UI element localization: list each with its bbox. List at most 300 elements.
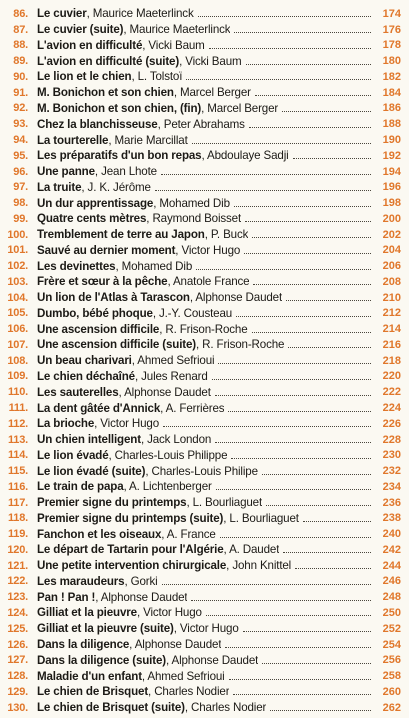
dot-leader bbox=[282, 111, 371, 112]
entry-author: Victor Hugo bbox=[181, 243, 241, 257]
toc-entry bbox=[0, 400, 409, 416]
toc-entry bbox=[0, 369, 409, 385]
entry-text: Les devinettes, Mohamed Dib bbox=[37, 259, 193, 273]
entry-title: Les maraudeurs bbox=[37, 574, 125, 588]
dot-leader bbox=[234, 206, 371, 207]
entry-title: La brioche bbox=[37, 417, 95, 431]
toc-entry bbox=[0, 211, 409, 227]
entry-page-number: 198 bbox=[382, 197, 401, 210]
entry-page-number: 182 bbox=[382, 70, 401, 83]
entry-number: 106. bbox=[7, 323, 28, 336]
entry-author: Alphonse Daudet bbox=[124, 385, 211, 399]
dot-leader bbox=[191, 600, 371, 601]
dot-leader bbox=[255, 95, 371, 96]
dot-leader bbox=[252, 332, 372, 333]
entry-text: Un dur apprentissage, Mohamed Dib bbox=[37, 196, 230, 210]
entry-text: L'avion en difficulté (suite), Vicki Baum bbox=[37, 54, 242, 68]
entry-page-number: 218 bbox=[382, 354, 401, 367]
entry-author: L. Bourliaguet bbox=[192, 496, 263, 510]
dot-leader bbox=[236, 316, 371, 317]
entry-number: 108. bbox=[7, 354, 28, 367]
entry-author: Charles-Louis Philippe bbox=[114, 448, 228, 462]
entry-page-number: 244 bbox=[382, 559, 401, 572]
entry-page-number: 188 bbox=[382, 118, 401, 131]
entry-text: Une panne, Jean Lhote bbox=[37, 165, 157, 179]
entry-author: Marcel Berger bbox=[179, 86, 251, 100]
dot-leader bbox=[218, 363, 371, 364]
dot-leader bbox=[252, 237, 371, 238]
entry-text: La truite, J. K. Jérôme bbox=[37, 180, 151, 194]
entry-title: La dent gâtée d'Annick bbox=[37, 401, 161, 415]
entry-author: Charles Nodier bbox=[154, 685, 230, 699]
dot-leader bbox=[220, 537, 371, 538]
dot-leader bbox=[228, 411, 371, 412]
entry-author: Alphonse Daudet bbox=[100, 590, 188, 604]
toc-entry bbox=[0, 164, 409, 180]
entry-number: 101. bbox=[7, 244, 28, 257]
entry-title: Frère et sœur à la pêche bbox=[37, 275, 168, 289]
toc-entry bbox=[0, 85, 409, 101]
entry-title: Le chien de Brisquet (suite) bbox=[37, 701, 185, 715]
toc-entry bbox=[0, 258, 409, 274]
entry-page-number: 224 bbox=[382, 402, 401, 415]
entry-number: 89. bbox=[13, 55, 28, 68]
entry-text: Maladie d'un enfant, Ahmed Sefrioui bbox=[37, 669, 225, 683]
entry-text: La dent gâtée d'Annick, A. Ferrières bbox=[37, 401, 225, 415]
entry-title: Le lion évadé (suite) bbox=[37, 464, 146, 478]
entry-number: 86. bbox=[13, 7, 28, 20]
entry-page-number: 214 bbox=[382, 323, 401, 336]
entry-author: Victor Hugo bbox=[143, 606, 202, 620]
dot-leader bbox=[244, 253, 371, 254]
dot-leader bbox=[245, 221, 371, 222]
toc-entry bbox=[0, 637, 409, 653]
entry-number: 110. bbox=[7, 386, 28, 399]
entry-author: Ahmed Sefrioui bbox=[147, 669, 225, 683]
dot-leader bbox=[163, 426, 371, 427]
toc-entry bbox=[0, 53, 409, 69]
entry-author: Jean Lhote bbox=[101, 165, 157, 179]
toc-entry bbox=[0, 148, 409, 164]
entry-number: 115. bbox=[7, 465, 28, 478]
entry-number: 92. bbox=[13, 102, 28, 115]
dot-leader bbox=[155, 190, 371, 191]
entry-author: A. Lichtenberger bbox=[129, 480, 212, 494]
entry-title: La tourterelle bbox=[37, 133, 109, 147]
dot-leader bbox=[198, 16, 371, 17]
entry-text: Le cuvier (suite), Maurice Maeterlinck bbox=[37, 23, 231, 37]
entry-title: Fanchon et les oiseaux bbox=[37, 527, 162, 541]
entry-text: Le lion évadé, Charles-Louis Philippe bbox=[37, 448, 228, 462]
entry-page-number: 234 bbox=[382, 480, 401, 493]
entry-author: Vicki Baum bbox=[185, 54, 242, 68]
entry-text: La tourterelle, Marie Marcillat bbox=[37, 133, 188, 147]
entry-number: 109. bbox=[7, 370, 28, 383]
entry-title: Le départ de Tartarin pour l'Algérie bbox=[37, 543, 224, 557]
dot-leader bbox=[192, 143, 371, 144]
toc-entry bbox=[0, 479, 409, 495]
toc-entry bbox=[0, 384, 409, 400]
toc-entry bbox=[0, 495, 409, 511]
entry-page-number: 236 bbox=[382, 496, 401, 509]
toc-entry bbox=[0, 6, 409, 22]
toc-entry bbox=[0, 652, 409, 668]
entry-page-number: 212 bbox=[382, 307, 401, 320]
entry-page-number: 258 bbox=[382, 670, 401, 683]
entry-page-number: 240 bbox=[382, 528, 401, 541]
entry-title: Le lion évadé bbox=[37, 448, 109, 462]
entry-author: P. Buck bbox=[210, 228, 249, 242]
entry-text: Le départ de Tartarin pour l'Algérie, A. Daudet bbox=[37, 543, 280, 557]
toc-entry bbox=[0, 227, 409, 243]
entry-number: 126. bbox=[7, 638, 28, 651]
toc-entry bbox=[0, 179, 409, 195]
entry-page-number: 216 bbox=[382, 338, 401, 351]
entry-author: R. Frison-Roche bbox=[165, 322, 248, 336]
entry-author: Jules Renard bbox=[141, 369, 208, 383]
toc-entry bbox=[0, 101, 409, 117]
entry-number: 129. bbox=[7, 685, 28, 698]
entry-page-number: 194 bbox=[382, 165, 401, 178]
entry-author: Marie Marcillat bbox=[114, 133, 188, 147]
toc-entry bbox=[0, 558, 409, 574]
entry-page-number: 178 bbox=[382, 39, 401, 52]
dot-leader bbox=[225, 647, 371, 648]
entry-text: Le lion évadé (suite), Charles-Louis Philipe bbox=[37, 464, 258, 478]
entry-author: Raymond Boisset bbox=[152, 212, 242, 226]
entry-author: Jack London bbox=[147, 433, 212, 447]
toc-entry bbox=[0, 69, 409, 85]
entry-author: Alphonse Daudet bbox=[195, 291, 283, 305]
toc-entry bbox=[0, 684, 409, 700]
entry-number: 88. bbox=[13, 39, 28, 52]
entry-page-number: 230 bbox=[382, 449, 401, 462]
entry-text: L'avion en difficulté, Vicki Baum bbox=[37, 38, 205, 52]
entry-page-number: 196 bbox=[382, 181, 401, 194]
dot-leader bbox=[243, 631, 371, 632]
entry-text: Le chien déchaîné, Jules Renard bbox=[37, 369, 208, 383]
dot-leader bbox=[209, 48, 371, 49]
dot-leader bbox=[249, 127, 371, 128]
entry-number: 127. bbox=[7, 654, 28, 667]
entry-text: Les maraudeurs, Gorki bbox=[37, 574, 158, 588]
entry-page-number: 222 bbox=[382, 386, 401, 399]
entry-page-number: 190 bbox=[382, 134, 401, 146]
toc-entry bbox=[0, 321, 409, 337]
entry-number: 100. bbox=[7, 228, 28, 241]
entry-title: Le chien de Brisquet bbox=[37, 685, 149, 699]
dot-leader bbox=[196, 269, 371, 270]
entry-page-number: 246 bbox=[382, 575, 401, 588]
entry-title: Dans la diligence (suite) bbox=[37, 653, 166, 667]
entry-author: Maurice Maeterlinck bbox=[129, 23, 231, 37]
entry-number: 128. bbox=[7, 670, 28, 683]
toc-entry bbox=[0, 116, 409, 132]
toc-entry bbox=[0, 621, 409, 637]
entry-author: Vicki Baum bbox=[148, 38, 205, 52]
entry-page-number: 180 bbox=[382, 55, 401, 68]
entry-text: Premier signe du printemps, L. Bourliaguet bbox=[37, 496, 263, 510]
entry-page-number: 250 bbox=[382, 606, 401, 619]
entry-text: M. Bonichon et son chien, Marcel Berger bbox=[37, 86, 251, 100]
dot-leader bbox=[186, 79, 371, 80]
dot-leader bbox=[266, 505, 371, 506]
entry-page-number: 254 bbox=[382, 638, 401, 651]
entry-title: Gilliat et la pieuvre bbox=[37, 606, 137, 620]
entry-text: M. Bonichon et son chien, (fin), Marcel Berger bbox=[37, 101, 279, 115]
toc-entry bbox=[0, 337, 409, 353]
entry-title: Premier signe du printemps (suite) bbox=[37, 511, 224, 525]
entry-page-number: 186 bbox=[382, 102, 401, 115]
toc-entry bbox=[0, 22, 409, 38]
entry-author: Anatole France bbox=[172, 275, 250, 289]
dot-leader bbox=[253, 284, 371, 285]
entry-author: Maurice Maeterlinck bbox=[92, 7, 194, 21]
toc-entry bbox=[0, 242, 409, 258]
entry-page-number: 192 bbox=[382, 149, 401, 162]
entry-text: Frère et sœur à la pêche, Anatole France bbox=[37, 275, 250, 289]
entry-author: Ahmed Sefrioui bbox=[137, 354, 215, 368]
entry-title: Premier signe du printemps bbox=[37, 496, 187, 510]
entry-page-number: 256 bbox=[382, 654, 401, 667]
entry-page-number: 228 bbox=[382, 433, 401, 446]
entry-number: 96. bbox=[13, 165, 28, 178]
entry-title: Les devinettes bbox=[37, 259, 116, 273]
entry-text: Sauvé au dernier moment, Victor Hugo bbox=[37, 243, 241, 257]
dot-leader bbox=[262, 663, 371, 664]
entry-number: 114. bbox=[7, 449, 28, 462]
entry-text: Une ascension difficile (suite), R. Frison-Roche bbox=[37, 338, 285, 352]
dot-leader bbox=[216, 489, 371, 490]
dot-leader bbox=[212, 379, 371, 380]
entry-number: 102. bbox=[7, 260, 28, 273]
entry-text: Chez la blanchisseuse, Peter Abrahams bbox=[37, 117, 245, 131]
entry-number: 120. bbox=[7, 543, 28, 556]
toc-entry bbox=[0, 306, 409, 322]
entry-title: Un chien intelligent bbox=[37, 433, 141, 447]
dot-leader bbox=[262, 474, 371, 475]
entry-text: Le cuvier, Maurice Maeterlinck bbox=[37, 7, 194, 21]
dot-leader bbox=[303, 521, 371, 522]
entry-text: Les sauterelles, Alphonse Daudet bbox=[37, 385, 211, 399]
toc-entry bbox=[0, 416, 409, 432]
toc-entry bbox=[0, 526, 409, 542]
entry-number: 123. bbox=[7, 591, 28, 604]
entry-number: 94. bbox=[13, 134, 28, 146]
entry-title: Maladie d'un enfant bbox=[37, 669, 142, 683]
entry-number: 95. bbox=[13, 149, 28, 162]
entry-title: Une panne bbox=[37, 165, 95, 179]
toc-entry bbox=[0, 668, 409, 684]
entry-text: Dumbo, bébé phoque, J.-Y. Cousteau bbox=[37, 306, 233, 320]
entry-text: Dans la diligence (suite), Alphonse Daudet bbox=[37, 653, 259, 667]
entry-number: 107. bbox=[7, 338, 28, 351]
entry-author: A. Daudet bbox=[229, 543, 280, 557]
entry-text: Le chien de Brisquet (suite), Charles Nodier bbox=[37, 701, 267, 715]
entry-title: Le train de papa bbox=[37, 480, 124, 494]
entry-text: La brioche, Victor Hugo bbox=[37, 417, 160, 431]
entry-title: Tremblement de terre au Japon bbox=[37, 228, 205, 242]
dot-leader bbox=[215, 442, 371, 443]
dot-leader bbox=[270, 710, 371, 711]
entry-number: 119. bbox=[7, 528, 28, 541]
entry-author: Victor Hugo bbox=[100, 417, 160, 431]
entry-title: Une ascension difficile bbox=[37, 322, 160, 336]
table-of-contents-page bbox=[0, 6, 409, 716]
entry-number: 118. bbox=[7, 512, 28, 525]
entry-author: Alphonse Daudet bbox=[134, 638, 222, 651]
entry-author: Abdoulaye Sadji bbox=[207, 149, 289, 163]
entry-number: 105. bbox=[7, 307, 28, 320]
entry-page-number: 242 bbox=[382, 543, 401, 556]
dot-leader bbox=[233, 694, 371, 695]
entry-author: John Knittel bbox=[232, 559, 292, 573]
entry-page-number: 184 bbox=[382, 86, 401, 99]
entry-number: 111. bbox=[8, 402, 28, 415]
toc-entry bbox=[0, 290, 409, 306]
entry-title: Le lion et le chien bbox=[37, 70, 132, 84]
dot-leader bbox=[162, 584, 371, 585]
entry-page-number: 176 bbox=[382, 23, 401, 36]
entry-author: A. Ferrières bbox=[165, 401, 225, 415]
dot-leader bbox=[293, 158, 371, 159]
toc-list bbox=[0, 6, 409, 715]
entry-number: 113. bbox=[7, 433, 28, 446]
dot-leader bbox=[246, 64, 372, 65]
dot-leader bbox=[206, 615, 371, 616]
entry-text: Le lion et le chien, L. Tolstoï bbox=[37, 70, 183, 84]
entry-title: Gilliat et la pieuvre (suite) bbox=[37, 622, 174, 636]
entry-title: M. Bonichon et son chien bbox=[37, 86, 174, 100]
toc-entry bbox=[0, 432, 409, 448]
entry-title: Un lion de l'Atlas à Tarascon bbox=[37, 291, 190, 305]
entry-author: Charles-Louis Philipe bbox=[151, 464, 258, 478]
entry-number: 104. bbox=[7, 291, 28, 304]
toc-entry bbox=[0, 132, 409, 148]
dot-leader bbox=[229, 679, 371, 680]
entry-text: Fanchon et les oiseaux, A. France bbox=[37, 527, 216, 541]
entry-title: Quatre cents mètres bbox=[37, 212, 147, 226]
entry-title: Une ascension difficile (suite) bbox=[37, 338, 196, 352]
entry-number: 116. bbox=[7, 480, 28, 493]
dot-leader bbox=[288, 347, 371, 348]
entry-author: L. Tolstoï bbox=[137, 70, 183, 84]
entry-author: A. France bbox=[166, 527, 216, 541]
entry-text: Une petite intervention chirurgicale, John Knittel bbox=[37, 559, 292, 573]
entry-title: Un dur apprentissage bbox=[37, 196, 154, 210]
entry-number: 130. bbox=[7, 701, 28, 714]
entry-title: Chez la blanchisseuse bbox=[37, 117, 158, 131]
entry-title: Pan ! Pan ! bbox=[37, 590, 96, 604]
entry-number: 98. bbox=[13, 197, 28, 210]
dot-leader bbox=[231, 458, 371, 459]
entry-number: 91. bbox=[13, 86, 28, 99]
entry-title: Sauvé au dernier moment bbox=[37, 243, 176, 257]
entry-number: 121. bbox=[7, 559, 28, 572]
entry-page-number: 248 bbox=[382, 591, 401, 604]
entry-title: Dans la diligence bbox=[37, 638, 130, 651]
entry-page-number: 226 bbox=[382, 417, 401, 430]
entry-author: Mohamed Dib bbox=[121, 259, 193, 273]
toc-entry bbox=[0, 463, 409, 479]
toc-entry bbox=[0, 542, 409, 558]
toc-entry bbox=[0, 589, 409, 605]
entry-page-number: 210 bbox=[382, 291, 401, 304]
entry-title: Un beau charivari bbox=[37, 354, 132, 368]
entry-author: Victor Hugo bbox=[179, 622, 239, 636]
entry-number: 112. bbox=[7, 417, 28, 430]
entry-author: Gorki bbox=[130, 574, 158, 588]
toc-entry bbox=[0, 605, 409, 621]
entry-page-number: 204 bbox=[382, 244, 401, 257]
entry-page-number: 252 bbox=[382, 622, 401, 635]
entry-page-number: 174 bbox=[382, 7, 401, 20]
entry-page-number: 206 bbox=[382, 260, 401, 273]
entry-page-number: 200 bbox=[382, 212, 401, 225]
dot-leader bbox=[283, 552, 371, 553]
entry-number: 117. bbox=[7, 496, 28, 509]
toc-entry bbox=[0, 38, 409, 54]
toc-entry bbox=[0, 574, 409, 590]
dot-leader bbox=[161, 174, 371, 175]
entry-page-number: 262 bbox=[382, 701, 401, 714]
entry-page-number: 238 bbox=[382, 512, 401, 525]
toc-entry bbox=[0, 447, 409, 463]
entry-title: Le cuvier bbox=[37, 7, 87, 21]
entry-number: 103. bbox=[7, 275, 28, 288]
entry-text: Une ascension difficile, R. Frison-Roche bbox=[37, 322, 248, 336]
entry-author: Marcel Berger bbox=[207, 101, 279, 115]
entry-text: Tremblement de terre au Japon, P. Buck bbox=[37, 228, 249, 242]
entry-title: L'avion en difficulté (suite) bbox=[37, 54, 180, 68]
entry-title: M. Bonichon et son chien, (fin) bbox=[37, 101, 202, 115]
entry-page-number: 220 bbox=[382, 370, 401, 383]
entry-number: 99. bbox=[13, 212, 28, 225]
entry-title: Dumbo, bébé phoque bbox=[37, 306, 153, 320]
entry-author: J.-Y. Cousteau bbox=[158, 306, 233, 320]
entry-number: 124. bbox=[7, 606, 28, 619]
entry-number: 122. bbox=[7, 575, 28, 588]
entry-number: 87. bbox=[13, 23, 28, 36]
entry-text: Quatre cents mètres, Raymond Boisset bbox=[37, 212, 242, 226]
entry-page-number: 202 bbox=[382, 228, 401, 241]
toc-entry bbox=[0, 511, 409, 527]
toc-entry bbox=[0, 195, 409, 211]
entry-number: 93. bbox=[13, 118, 28, 131]
toc-entry bbox=[0, 353, 409, 369]
entry-number: 97. bbox=[13, 181, 28, 194]
entry-title: Une petite intervention chirurgicale bbox=[37, 559, 227, 573]
entry-title: La truite bbox=[37, 180, 82, 194]
entry-text: Pan ! Pan !, Alphonse Daudet bbox=[37, 590, 188, 604]
entry-text: Les préparatifs d'un bon repas, Abdoulaye Sadji bbox=[37, 149, 289, 163]
entry-author: Charles Nodier bbox=[191, 701, 267, 715]
entry-page-number: 208 bbox=[382, 275, 401, 288]
entry-text: Le chien de Brisquet, Charles Nodier bbox=[37, 685, 230, 699]
entry-text: Gilliat et la pieuvre, Victor Hugo bbox=[37, 606, 202, 620]
entry-number: 125. bbox=[7, 622, 28, 635]
entry-text: Gilliat et la pieuvre (suite), Victor Hugo bbox=[37, 622, 239, 636]
entry-author: R. Frison-Roche bbox=[202, 338, 285, 352]
entry-author: Alphonse Daudet bbox=[171, 653, 259, 667]
toc-entry bbox=[0, 700, 409, 716]
entry-title: Les sauterelles bbox=[37, 385, 119, 399]
entry-text: Un chien intelligent, Jack London bbox=[37, 433, 212, 447]
entry-author: Mohamed Dib bbox=[159, 196, 230, 210]
entry-author: L. Bourliaguet bbox=[229, 511, 299, 525]
entry-title: L'avion en difficulté bbox=[37, 38, 143, 52]
dot-leader bbox=[215, 395, 371, 396]
